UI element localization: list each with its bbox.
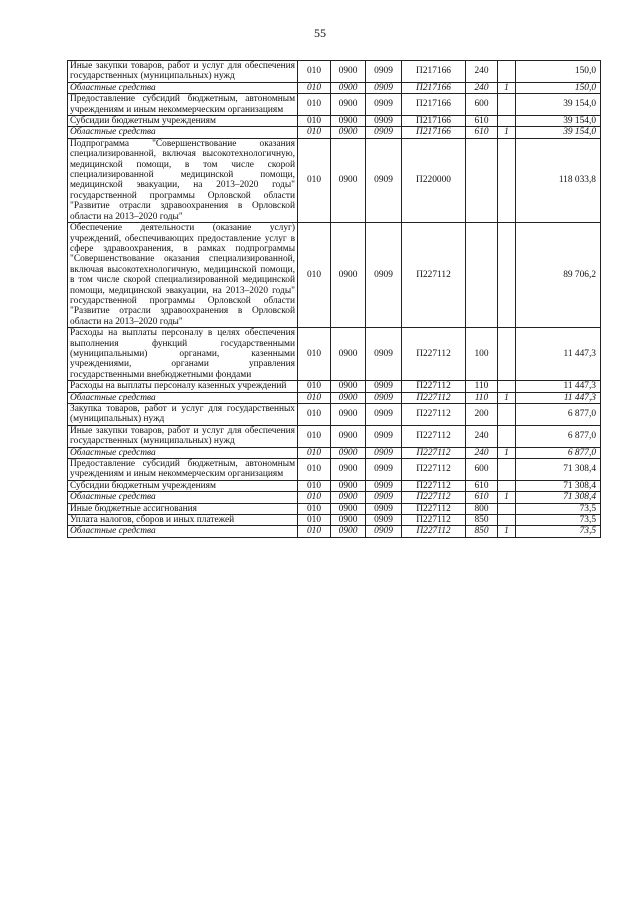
table-row: [68, 515, 601, 526]
row-code-expense-type: 610: [466, 116, 498, 127]
row-code-source: [498, 480, 516, 491]
row-code-source: [498, 381, 516, 392]
row-code-section: 0900: [331, 515, 366, 526]
row-amount: 11 447,3: [516, 328, 601, 381]
row-code-target: П217166: [402, 116, 466, 127]
row-code-expense-type: 610: [466, 492, 498, 503]
row-code-subsection: 0909: [366, 447, 402, 458]
row-amount: 6 877,0: [516, 425, 601, 447]
row-name: Подпрограмма "Совершенствование оказания специализированной, включая высокотехнологичную, медицинской помощи, в том числе скорой специализированной медицинской помощи, медицинской эвакуации, на 2013–2020 годы" государственной программы Орловской области "Развитие отрасли здравоохранения в Орловской области на 2013–2020 годы": [68, 138, 298, 222]
row-code-source: 1: [498, 492, 516, 503]
row-code-subsection: 0909: [366, 392, 402, 403]
row-code-expense-type: 240: [466, 425, 498, 447]
row-code-expense-type: 110: [466, 381, 498, 392]
row-code-expense-type: 240: [466, 61, 498, 83]
row-code-section: 0900: [331, 61, 366, 83]
row-code-subsection: 0909: [366, 94, 402, 116]
row-name: Областные средства: [68, 526, 298, 537]
row-code-source: [498, 138, 516, 222]
row-code-source: 1: [498, 127, 516, 138]
row-code-admin: 010: [298, 492, 331, 503]
row-code-expense-type: 610: [466, 127, 498, 138]
row-code-subsection: 0909: [366, 503, 402, 514]
row-name: Уплата налогов, сборов и иных платежей: [68, 515, 298, 526]
table-row: [68, 116, 601, 127]
row-code-source: [498, 94, 516, 116]
row-code-target: П227112: [402, 503, 466, 514]
row-code-subsection: 0909: [366, 492, 402, 503]
table-row-regional-funds: [68, 392, 601, 403]
row-amount: 11 447,3: [516, 381, 601, 392]
row-code-section: 0900: [331, 94, 366, 116]
row-amount: 6 877,0: [516, 404, 601, 426]
row-code-admin: 010: [298, 116, 331, 127]
row-amount: 39 154,0: [516, 127, 601, 138]
row-amount: 39 154,0: [516, 116, 601, 127]
row-code-subsection: 0909: [366, 82, 402, 93]
row-code-expense-type: 850: [466, 515, 498, 526]
row-code-source: [498, 503, 516, 514]
row-code-subsection: 0909: [366, 404, 402, 426]
row-code-subsection: 0909: [366, 381, 402, 392]
row-code-expense-type: 240: [466, 82, 498, 93]
row-code-admin: 010: [298, 82, 331, 93]
row-code-source: [498, 404, 516, 426]
table-row-regional-funds: [68, 447, 601, 458]
row-code-target: П227112: [402, 328, 466, 381]
row-code-subsection: 0909: [366, 515, 402, 526]
row-code-target: П227112: [402, 459, 466, 481]
row-code-section: 0900: [331, 480, 366, 491]
table-row: [68, 404, 601, 426]
row-code-source: 1: [498, 447, 516, 458]
row-name: Областные средства: [68, 492, 298, 503]
table-row-regional-funds: [68, 526, 601, 537]
table-row-regional-funds: [68, 492, 601, 503]
row-amount: 150,0: [516, 61, 601, 83]
row-name: Областные средства: [68, 447, 298, 458]
row-code-admin: 010: [298, 392, 331, 403]
row-code-section: 0900: [331, 127, 366, 138]
row-code-target: П227112: [402, 404, 466, 426]
row-code-subsection: 0909: [366, 116, 402, 127]
row-code-subsection: 0909: [366, 425, 402, 447]
row-code-section: 0900: [331, 503, 366, 514]
row-code-admin: 010: [298, 223, 331, 328]
row-code-admin: 010: [298, 328, 331, 381]
row-code-admin: 010: [298, 459, 331, 481]
row-code-source: [498, 328, 516, 381]
row-code-target: П227112: [402, 223, 466, 328]
row-code-target: П217166: [402, 82, 466, 93]
row-code-expense-type: 600: [466, 94, 498, 116]
row-code-target: П227112: [402, 381, 466, 392]
row-code-expense-type: 100: [466, 328, 498, 381]
row-code-section: 0900: [331, 425, 366, 447]
table-row-regional-funds: [68, 127, 601, 138]
row-code-target: П217166: [402, 94, 466, 116]
table-row-regional-funds: [68, 82, 601, 93]
row-amount: 73,5: [516, 503, 601, 514]
table-row: [68, 61, 601, 83]
row-code-source: [498, 61, 516, 83]
row-code-source: 1: [498, 526, 516, 537]
row-code-admin: 010: [298, 447, 331, 458]
table-row: [68, 503, 601, 514]
row-code-target: П227112: [402, 480, 466, 491]
row-code-target: П227112: [402, 447, 466, 458]
table-row: [68, 425, 601, 447]
row-code-section: 0900: [331, 381, 366, 392]
row-code-target: П227112: [402, 515, 466, 526]
row-code-admin: 010: [298, 404, 331, 426]
row-name: Областные средства: [68, 82, 298, 93]
row-code-subsection: 0909: [366, 328, 402, 381]
row-code-subsection: 0909: [366, 138, 402, 222]
row-code-subsection: 0909: [366, 223, 402, 328]
row-name: Закупка товаров, работ и услуг для государственных (муниципальных) нужд: [68, 404, 298, 426]
row-code-admin: 010: [298, 515, 331, 526]
row-code-subsection: 0909: [366, 127, 402, 138]
table-row: [68, 223, 601, 328]
row-amount: 39 154,0: [516, 94, 601, 116]
row-amount: 118 033,8: [516, 138, 601, 222]
row-code-admin: 010: [298, 127, 331, 138]
row-code-expense-type: 800: [466, 503, 498, 514]
table-row: [68, 381, 601, 392]
row-code-target: П220000: [402, 138, 466, 222]
row-code-expense-type: [466, 138, 498, 222]
page-number: 55: [314, 26, 326, 40]
table-row: [68, 459, 601, 481]
row-code-source: [498, 223, 516, 328]
row-code-admin: 010: [298, 526, 331, 537]
row-code-section: 0900: [331, 526, 366, 537]
row-code-section: 0900: [331, 138, 366, 222]
row-name: Расходы на выплаты персоналу казенных учреждений: [68, 381, 298, 392]
row-name: Предоставление субсидий бюджетным, автономным учреждениям и иным некоммерческим организациям: [68, 459, 298, 481]
row-code-source: [498, 116, 516, 127]
row-code-section: 0900: [331, 492, 366, 503]
row-code-target: П217166: [402, 127, 466, 138]
row-code-section: 0900: [331, 82, 366, 93]
budget-table: [67, 60, 601, 538]
row-code-section: 0900: [331, 116, 366, 127]
row-amount: 73,5: [516, 526, 601, 537]
row-code-subsection: 0909: [366, 61, 402, 83]
row-name: Расходы на выплаты персоналу в целях обеспечения выполнения функций государственными (муниципальными) органами, казенными учреждениями, органами управления государственными внебюджетными фондами: [68, 328, 298, 381]
row-amount: 11 447,3: [516, 392, 601, 403]
row-code-expense-type: 110: [466, 392, 498, 403]
row-code-target: П227112: [402, 392, 466, 403]
row-code-section: 0900: [331, 223, 366, 328]
row-code-source: 1: [498, 392, 516, 403]
row-code-source: 1: [498, 82, 516, 93]
row-name: Областные средства: [68, 392, 298, 403]
row-code-expense-type: 600: [466, 459, 498, 481]
row-code-expense-type: 240: [466, 447, 498, 458]
row-amount: 73,5: [516, 515, 601, 526]
row-name: Иные закупки товаров, работ и услуг для обеспечения государственных (муниципальных) нужд: [68, 61, 298, 83]
row-code-subsection: 0909: [366, 459, 402, 481]
row-code-target: П227112: [402, 425, 466, 447]
row-code-target: П227112: [402, 492, 466, 503]
row-code-subsection: 0909: [366, 480, 402, 491]
row-code-section: 0900: [331, 404, 366, 426]
row-code-target: П227112: [402, 526, 466, 537]
row-amount: 6 877,0: [516, 447, 601, 458]
row-amount: 150,0: [516, 82, 601, 93]
row-code-admin: 010: [298, 94, 331, 116]
row-code-admin: 010: [298, 480, 331, 491]
table-row: [68, 138, 601, 222]
row-name: Субсидии бюджетным учреждениям: [68, 480, 298, 491]
table-row: [68, 328, 601, 381]
row-amount: 71 308,4: [516, 492, 601, 503]
row-code-section: 0900: [331, 392, 366, 403]
row-code-expense-type: 200: [466, 404, 498, 426]
row-code-section: 0900: [331, 459, 366, 481]
row-code-source: [498, 425, 516, 447]
row-code-admin: 010: [298, 381, 331, 392]
row-name: Иные бюджетные ассигнования: [68, 503, 298, 514]
row-name: Обеспечение деятельности (оказание услуг) учреждений, обеспечивающих предоставление услуг в сфере здравоохранения, в рамках подпрограммы "Совершенствование оказания специализированной, включая высокотехнологичную, медицинской помощи, в том числе скорой специализированной медицинской помощи, медицинской эвакуации, на 2013–2020 годы" государственной программы Орловской области "Развитие отрасли здравоохранения в Орловской области на 2013–2020 годы": [68, 223, 298, 328]
budget-table-body: [68, 61, 601, 538]
row-name: Предоставление субсидий бюджетным, автономным учреждениям и иным некоммерческим организациям: [68, 94, 298, 116]
row-code-subsection: 0909: [366, 526, 402, 537]
row-code-admin: 010: [298, 61, 331, 83]
row-code-expense-type: 610: [466, 480, 498, 491]
row-code-source: [498, 515, 516, 526]
row-name: Иные закупки товаров, работ и услуг для обеспечения государственных (муниципальных) нужд: [68, 425, 298, 447]
row-code-expense-type: [466, 223, 498, 328]
table-row: [68, 480, 601, 491]
row-amount: 71 308,4: [516, 459, 601, 481]
table-row: [68, 94, 601, 116]
row-code-admin: 010: [298, 503, 331, 514]
row-code-section: 0900: [331, 328, 366, 381]
row-name: Областные средства: [68, 127, 298, 138]
row-code-expense-type: 850: [466, 526, 498, 537]
row-code-admin: 010: [298, 425, 331, 447]
row-amount: 71 308,4: [516, 480, 601, 491]
row-amount: 89 706,2: [516, 223, 601, 328]
row-code-target: П217166: [402, 61, 466, 83]
row-name: Субсидии бюджетным учреждениям: [68, 116, 298, 127]
row-code-section: 0900: [331, 447, 366, 458]
row-code-source: [498, 459, 516, 481]
row-code-admin: 010: [298, 138, 331, 222]
